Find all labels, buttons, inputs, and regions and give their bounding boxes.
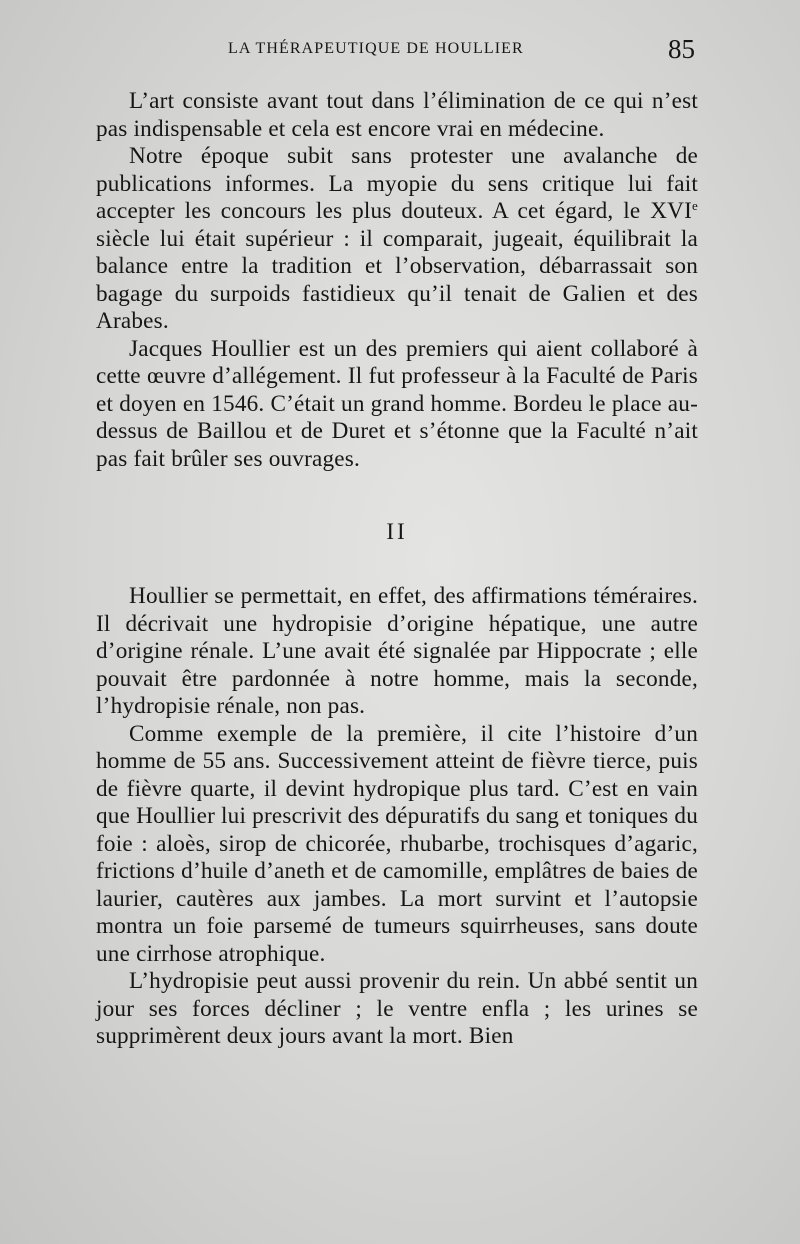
paragraph-6: L’hydropisie peut aussi provenir du rein. Un abbé sentit un jour ses forces décliner ; le ventre enfla ; les urines se supprimèrent deux jours avant la mort. Bien bbox=[96, 968, 698, 1049]
text-block bbox=[96, 88, 698, 1051]
paragraph-4: Houllier se permettait, en effet, des affirmations téméraires. Il décrivait une hydropisie d’origine hépatique, une autre d’origine rénale. L’une avait été signalée par Hippocrate ; elle pouvait être pardonnée à notre homme, mais la seconde, l’hydropisie rénale, non pas. bbox=[96, 583, 698, 719]
paragraph-2-part-1: Notre époque subit sans protester une avalanche de publications informes. La myopie du sens critique lui fait accepter les concours les plus douteux. A cet égard, le XVI bbox=[96, 143, 698, 224]
paragraph-2 bbox=[96, 143, 698, 336]
paragraph-5: Comme exemple de la première, il cite l’histoire d’un homme de 55 ans. Successivement atteint de fièvre tierce, puis de fièvre quarte, il devint hydropique plus tard. C’est en vain que Houllier lui prescrivit des dépuratifs du sang et toniques du foie : aloès, sirop de chicorée, rhubarbe, trochisques d’agaric, frictions d’huile d’aneth et de camomille, emplâtres de baies de laurier, cautères aux jambes. La mort survint et l’autopsie montra un foie parsemé de tumeurs squirrheuses, sans doute une cirrhose atrophique. bbox=[96, 720, 698, 967]
page-number: 85 bbox=[668, 34, 695, 64]
running-title: LA THÉRAPEUTIQUE DE HOULLIER bbox=[228, 40, 524, 57]
paragraph-2-part-2: siècle lui était supérieur : il comparait, jugeait, équilibrait la balance entre la tradition et l’observation, débarrassait son bagage du surpoids fastidieux qu’il tenait de Galien et des Arabes. bbox=[96, 225, 698, 334]
section-heading: II bbox=[386, 519, 408, 544]
century-superscript: e bbox=[692, 198, 698, 213]
paragraph-3: Jacques Houllier est un des premiers qui aient collaboré à cette œuvre d’allégement. Il fut professeur à la Faculté de Paris et doyen en 1546. C’était un grand homme. Bordeu le place au-dessus de Baillou et de Duret et s’étonne que la Faculté n’ait pas fait brûler ses ouvrages. bbox=[96, 335, 698, 472]
paragraph-1: L’art consiste avant tout dans l’élimination de ce qui n’est pas indispensable et cela est encore vrai en médecine. bbox=[96, 88, 698, 142]
